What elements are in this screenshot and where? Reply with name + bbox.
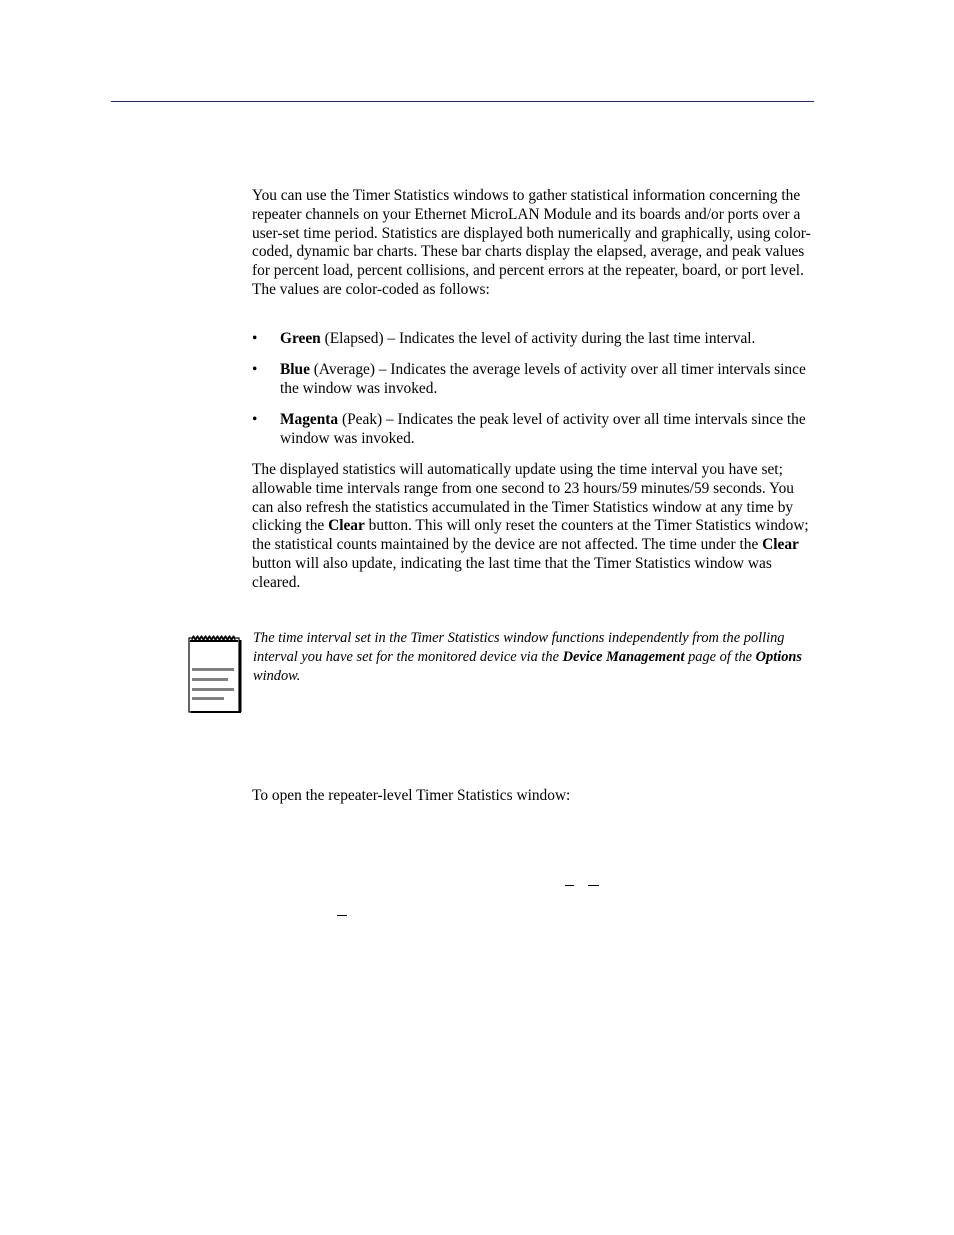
underline-mark	[337, 915, 347, 916]
bullet-text: (Average) – Indicates the average levels of activity over all timer intervals since the window was invoked.	[280, 361, 806, 397]
bullet-marker: •	[252, 411, 258, 428]
update-text-1: The displayed statistics will automatically update using the time interval you have set; allowable time intervals range from one second to 23 hours/59 minutes/59 seconds. You can also refresh the statistics accumulated in the Timer Statistics window at any time by clicking the	[252, 461, 794, 535]
intro-paragraph: You can use the Timer Statistics windows to gather statistical information concerning the repeater channels on your Ethernet MicroLAN Module and its boards and/or ports over a user-set time period. Statistics are displayed both numerically and graphically, using color-coded, dynamic bar charts. These bar charts display the elapsed, average, and peak values for percent load, percent collisions, and percent errors at the repeater, board, or port level. The values are color-coded as follows:	[252, 187, 811, 298]
update-text-3: button will also update, indicating the last time that the Timer Statistics window was cleared.	[252, 554, 772, 591]
bullet-text: (Elapsed) – Indicates the level of activity during the last time interval.	[320, 330, 756, 347]
update-text-2: button. This will only reset the counters at the Timer Statistics window; the statistical counts maintained by the device are not affected. The time under the	[252, 517, 809, 553]
bullet-term: Blue	[280, 361, 310, 378]
note-text-3: window.	[253, 667, 301, 684]
bullet-text: (Peak) – Indicates the peak level of activity over all time intervals since the window was invoked.	[280, 411, 806, 447]
note-text	[253, 629, 815, 685]
clear-term-2: Clear	[762, 536, 799, 553]
note-text-2: page of the	[684, 648, 756, 665]
open-instructions: To open the repeater-level Timer Statistics window:	[252, 787, 571, 804]
notepad-icon	[186, 630, 244, 714]
bullet-marker: •	[252, 361, 258, 378]
note-text-1: The time interval set in the Timer Statistics window functions independently from the polling interval you have set for the monitored device via the	[253, 630, 785, 665]
underline-mark	[588, 885, 599, 886]
note-bold-device-management: Device Management	[562, 648, 685, 665]
underline-mark	[565, 885, 574, 886]
update-paragraph	[252, 461, 814, 592]
bullet-term: Green	[280, 330, 321, 347]
note-bold-options: Options	[755, 648, 803, 665]
clear-term-1: Clear	[328, 517, 365, 535]
bullet-marker: •	[252, 330, 258, 347]
header-rule	[111, 101, 814, 102]
bullet-term: Magenta	[280, 411, 339, 428]
